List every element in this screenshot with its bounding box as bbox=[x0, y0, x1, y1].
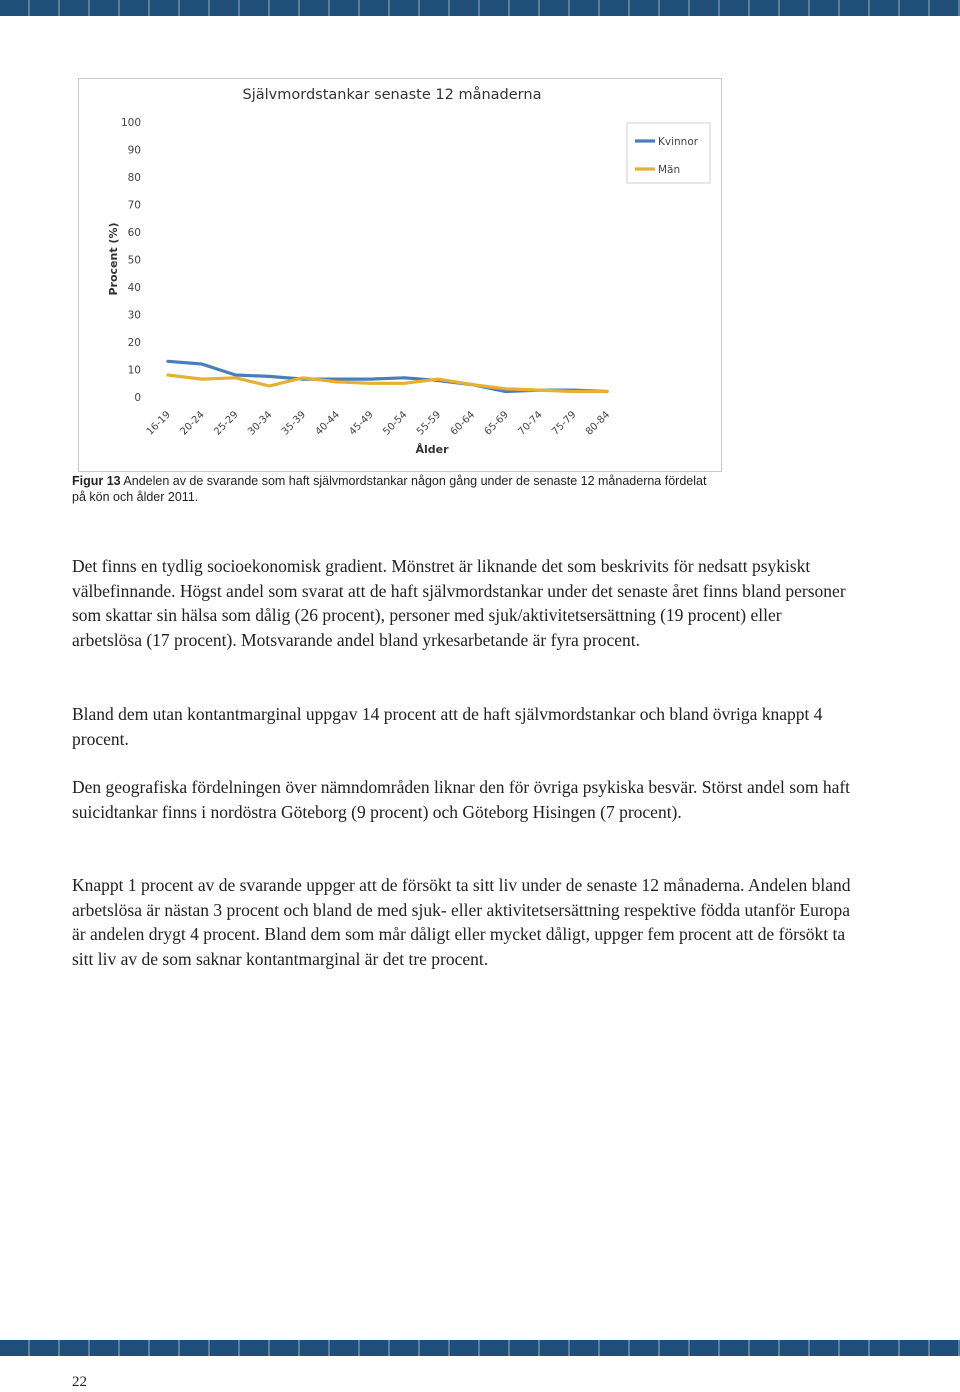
x-tick-label: 75-79 bbox=[550, 409, 579, 438]
y-tick-label: 40 bbox=[127, 282, 141, 294]
x-tick-label: 45-49 bbox=[347, 409, 376, 438]
chart-canvas bbox=[79, 79, 721, 471]
chart-title: Självmordstankar senaste 12 månaderna bbox=[242, 87, 542, 103]
body-paragraph-1: Det finns en tydlig socioekonomisk gradient. Mönstret är liknande det som beskrivits för nedsatt psykiskt välbefinnande. Högst andel som svarat att de haft självmordstankar under det senaste året finns bland personer som skattar sin hälsa som dålig (26 procent), personer med sjuk/aktivitetsersättning (19 procent) eller arbetslösa (17 procent). Motsvarande andel bland yrkesarbetande är fyra procent. bbox=[72, 556, 846, 650]
x-tick-label: 16-19 bbox=[144, 409, 174, 438]
x-axis-ticks bbox=[145, 409, 613, 437]
y-tick-label: 90 bbox=[127, 144, 141, 157]
y-tick-label: 70 bbox=[127, 199, 141, 212]
figure-caption-label: Figur 13 bbox=[72, 474, 121, 488]
y-tick-label: 100 bbox=[120, 117, 141, 129]
chart-legend bbox=[627, 123, 710, 183]
legend-label: Kvinnor bbox=[658, 136, 699, 148]
y-tick-label: 50 bbox=[127, 254, 141, 267]
legend-label: Män bbox=[658, 164, 681, 176]
x-tick-label: 20-24 bbox=[178, 409, 207, 438]
x-tick-label: 40-44 bbox=[313, 409, 342, 438]
y-tick-label: 80 bbox=[127, 172, 141, 184]
y-tick-label: 30 bbox=[127, 309, 141, 322]
body-paragraph-3: Den geografiska fördelningen över nämndområden liknar den för övriga psykiska besvär. Störst andel som haft suicidtankar finns i nordöstra Göteborg (9 procent) och Göteborg Hisingen (7 procent). bbox=[72, 777, 851, 822]
x-tick-label: 60-64 bbox=[448, 409, 478, 438]
x-tick-label: 50-54 bbox=[381, 409, 410, 438]
line-chart bbox=[78, 78, 722, 472]
x-tick-label: 65-69 bbox=[482, 409, 511, 438]
y-tick-label: 0 bbox=[134, 392, 141, 404]
series-lines bbox=[168, 361, 607, 391]
footer-band bbox=[0, 1340, 960, 1356]
y-axis-ticks bbox=[121, 117, 141, 404]
body-paragraph-4: Knappt 1 procent av de svarande uppger att de försökt ta sitt liv under de senaste 12 månaderna. Andelen bland arbetslösa är nästan 3 procent och bland de med sjuk- eller aktivitetsersättning respektive födda utanför Europa är andelen drygt 4 procent. Bland dem som mår dåligt eller mycket dåligt, uppger fem procent att de försökt ta sitt liv av de som saknar kontantmarginal är det tre procent. bbox=[72, 875, 851, 969]
x-tick-label: 70-74 bbox=[516, 409, 545, 438]
header-band bbox=[0, 0, 960, 16]
y-axis-label: Procent (%) bbox=[107, 222, 120, 296]
y-tick-label: 20 bbox=[127, 337, 141, 349]
figure-caption-text: Andelen av de svarande som haft självmordstankar någon gång under de senaste 12 månaderna fördelat på kön och ålder 2011. bbox=[72, 474, 707, 504]
figure-caption bbox=[72, 473, 712, 505]
x-tick-label: 35-39 bbox=[279, 409, 309, 438]
x-axis-label: Ålder bbox=[415, 443, 449, 456]
x-tick-label: 30-34 bbox=[246, 409, 275, 438]
x-tick-label: 55-59 bbox=[414, 409, 444, 438]
y-tick-label: 60 bbox=[127, 227, 141, 239]
body-paragraph-2: Bland dem utan kontantmarginal uppgav 14 procent att de haft självmordstankar och bland övriga knappt 4 procent. bbox=[72, 704, 823, 749]
x-tick-label: 25-29 bbox=[212, 409, 241, 438]
page-number: 22 bbox=[72, 1374, 87, 1390]
x-tick-label: 80-84 bbox=[583, 409, 613, 438]
y-tick-label: 10 bbox=[127, 364, 141, 377]
